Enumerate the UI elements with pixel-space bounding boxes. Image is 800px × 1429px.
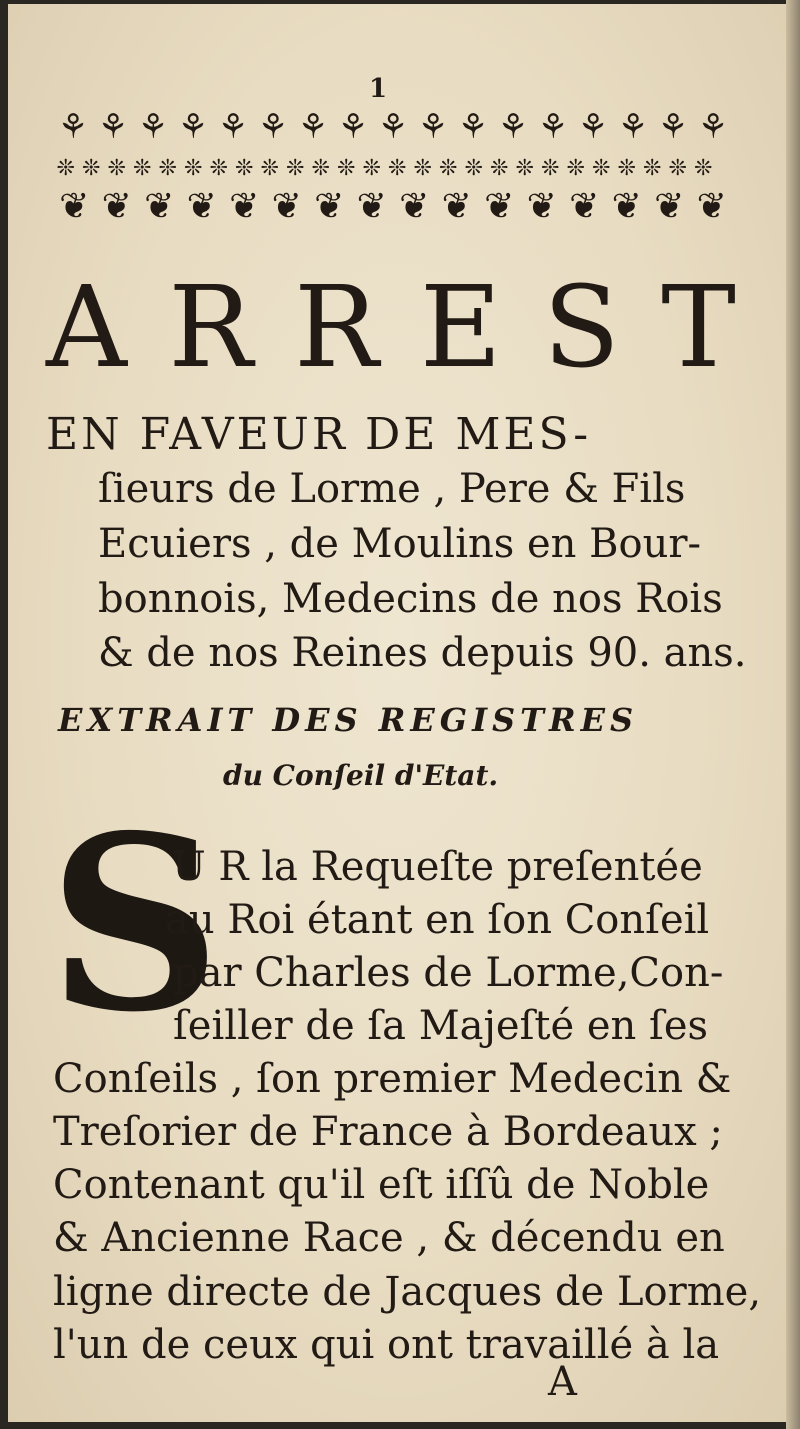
title-letter: E	[419, 263, 502, 393]
ornament-glyph: ⚘	[537, 107, 569, 147]
ornament-glyph: ⚘	[417, 107, 449, 147]
signature-mark: A	[548, 1359, 577, 1405]
ornament-glyph: ❊	[643, 156, 662, 181]
ornament-glyph: ⚘	[657, 107, 689, 147]
ornament-glyph: ❊	[133, 156, 152, 181]
ornament-glyph: ⚘	[297, 107, 329, 147]
ornament-glyph: ❊	[82, 156, 101, 181]
ornament-glyph: ⚘	[57, 107, 89, 147]
ornament-glyph: ❦	[526, 186, 557, 227]
ornament-glyph: ❊	[617, 156, 636, 181]
ornament-glyph: ⚘	[177, 107, 209, 147]
body-line-8: & Ancienne Race , & décendu en	[53, 1215, 725, 1261]
body-line-9: ligne directe de Jacques de Lorme,	[53, 1269, 762, 1315]
body-line-10: l'un de ceux qui ont travaillé à la	[53, 1322, 720, 1368]
ornament-glyph: ❦	[569, 186, 600, 227]
ornament-glyph: ⚘	[577, 107, 609, 147]
ornament-glyph: ⚘	[457, 107, 489, 147]
ornament-band-top	[53, 107, 733, 147]
ornament-glyph: ❦	[229, 186, 260, 227]
body-line-4: ſeiller de ſa Majeſté en ſes	[173, 1003, 709, 1049]
ornament-glyph: ❊	[107, 156, 126, 181]
ornament-glyph: ⚘	[97, 107, 129, 147]
ornament-glyph: ❊	[260, 156, 279, 181]
ornament-glyph: ❊	[464, 156, 483, 181]
title-letter: T	[661, 263, 736, 393]
body-line-5: Conſeils , ſon premier Medecin &	[53, 1056, 732, 1102]
ornament-glyph: ❊	[337, 156, 356, 181]
ornament-glyph: ❊	[413, 156, 432, 181]
ornament-glyph: ❦	[484, 186, 515, 227]
page-number: 1	[368, 74, 388, 104]
title-letter: A	[46, 263, 127, 393]
title-letter: S	[543, 263, 620, 393]
ornament-glyph: ❊	[694, 156, 713, 181]
ornament-glyph: ❦	[654, 186, 685, 227]
body-line-7: Contenant qu'il eſt iſſû de Noble	[53, 1162, 710, 1208]
ornament-glyph: ❊	[388, 156, 407, 181]
ornament-glyph: ❦	[356, 186, 387, 227]
ornament-glyph: ❊	[566, 156, 585, 181]
ornament-glyph: ❦	[59, 186, 90, 227]
page-gutter-shadow	[786, 0, 800, 1429]
ornament-glyph: ❊	[668, 156, 687, 181]
heading-line-3: Ecuiers , de Moulins en Bour-	[98, 521, 702, 567]
ornament-glyph: ❊	[490, 156, 509, 181]
ornament-glyph: ❊	[515, 156, 534, 181]
heading-line-2: ſieurs de Lorme , Pere & Fils	[98, 466, 686, 512]
ornament-glyph: ❊	[592, 156, 611, 181]
ornament-glyph: ❦	[611, 186, 642, 227]
ornament-glyph: ⚘	[697, 107, 729, 147]
ornament-glyph: ❊	[56, 156, 75, 181]
ornament-glyph: ⚘	[617, 107, 649, 147]
extrait-subheading: du Conſeil d'Etat.	[223, 759, 499, 792]
heading-line-4: bonnois, Medecins de nos Rois	[98, 576, 723, 622]
title-letter: R	[294, 263, 379, 393]
title-arrest	[46, 263, 736, 393]
ornament-band-middle	[53, 156, 733, 181]
ornament-glyph: ❊	[158, 156, 177, 181]
ornament-glyph: ❊	[439, 156, 458, 181]
ornament-glyph: ⚘	[137, 107, 169, 147]
extrait-heading: EXTRAIT DES REGISTRES	[58, 701, 639, 739]
ornament-glyph: ❊	[286, 156, 305, 181]
ornament-glyph: ❊	[541, 156, 560, 181]
body-line-1: U R la Requeſte preſentée	[172, 844, 703, 890]
ornament-glyph: ❦	[696, 186, 727, 227]
ornament-glyph: ⚘	[337, 107, 369, 147]
ornament-band-bottom	[53, 186, 733, 227]
ornament-glyph: ❊	[184, 156, 203, 181]
ornament-glyph: ❦	[441, 186, 472, 227]
body-line-6: Treſorier de France à Bordeaux ;	[53, 1109, 723, 1155]
ornament-glyph: ⚘	[497, 107, 529, 147]
body-line-3: par Charles de Lorme,Con-	[173, 950, 724, 996]
ornament-glyph: ❦	[186, 186, 217, 227]
ornament-glyph: ❦	[144, 186, 175, 227]
ornament-glyph: ❊	[209, 156, 228, 181]
ornament-glyph: ⚘	[257, 107, 289, 147]
ornament-glyph: ❦	[271, 186, 302, 227]
drop-cap: S	[48, 783, 222, 1065]
ornament-glyph: ❊	[235, 156, 254, 181]
ornament-glyph: ⚘	[377, 107, 409, 147]
ornament-glyph: ❦	[314, 186, 345, 227]
ornament-glyph: ❊	[311, 156, 330, 181]
book-page	[8, 4, 786, 1422]
ornament-glyph: ❦	[399, 186, 430, 227]
heading-line-5: & de nos Reines depuis 90. ans.	[98, 630, 747, 676]
ornament-glyph: ⚘	[217, 107, 249, 147]
title-letter: R	[168, 263, 253, 393]
ornament-glyph: ❦	[101, 186, 132, 227]
ornament-glyph: ❊	[362, 156, 381, 181]
body-line-2: au Roi étant en ſon Conſeil	[165, 897, 710, 943]
heading-line-1: EN FAVEUR DE MES-	[46, 409, 592, 460]
